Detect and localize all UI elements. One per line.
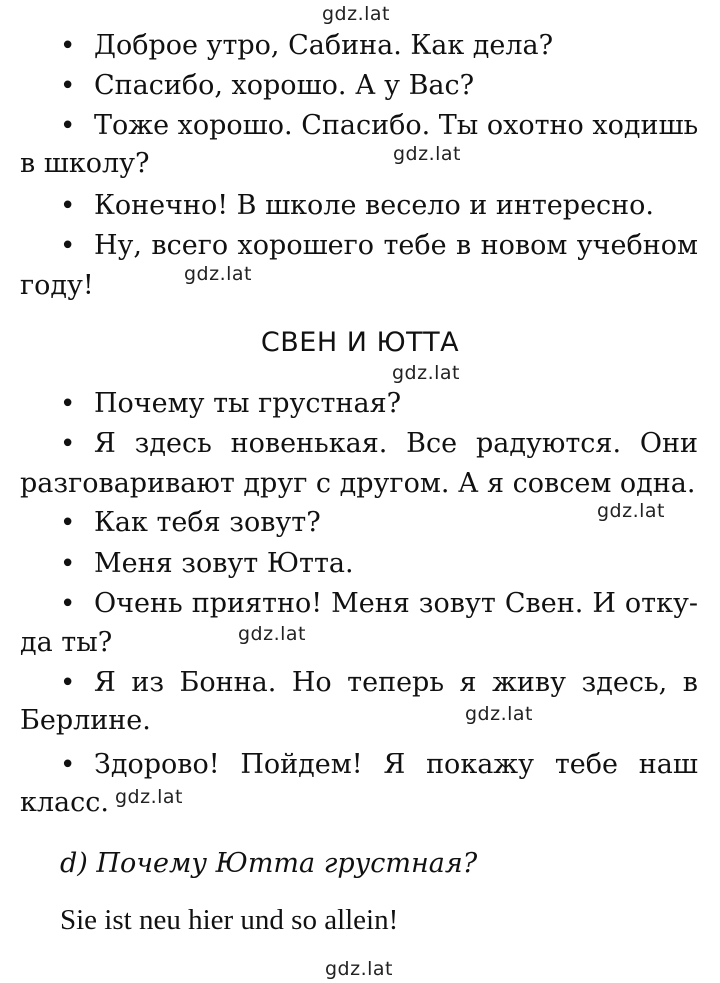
bullet-icon xyxy=(60,70,94,102)
watermark: gdz.lat xyxy=(393,143,462,165)
dialog-line: •Доброе утро, Сабина. Как дела? xyxy=(60,30,698,62)
watermark: gdz.lat xyxy=(392,362,461,384)
bullet-icon xyxy=(60,110,94,142)
dialog-line: •Почему ты грустная? xyxy=(60,388,698,420)
bullet-icon xyxy=(60,548,94,580)
dialog-line: •Очень приятно! Меня зовут Свен. И отку- xyxy=(60,588,698,620)
watermark: gdz.lat xyxy=(184,263,253,285)
bullet-icon xyxy=(60,388,94,420)
bullet-icon xyxy=(60,588,94,620)
dialog-line: •Конечно! В школе весело и интересно. xyxy=(60,190,698,222)
dialog-line: •Я из Бонна. Но теперь я живу здесь, в xyxy=(60,667,698,699)
dialog-line: •Спасибо, хорошо. А у Вас? xyxy=(60,70,698,102)
dialog-line: •Как тебя зовут? xyxy=(60,507,698,539)
bullet-icon xyxy=(60,749,94,781)
dialog-line: •Здорово! Пойдем! Я покажу тебе наш xyxy=(60,749,698,781)
bullet-icon xyxy=(60,428,94,460)
bullet-icon xyxy=(60,230,94,262)
dialog-line: •Я здесь новенькая. Все радуются. Они xyxy=(60,428,698,460)
dialog-line: •Ну, всего хорошего тебе в новом учебном xyxy=(60,230,698,262)
dialog-line-continuation: году! xyxy=(20,270,94,301)
bullet-icon xyxy=(60,667,94,699)
watermark: gdz.lat xyxy=(597,500,666,522)
dialog-line-continuation: класс. xyxy=(20,787,109,818)
dialog-line-continuation: разговаривают друг с другом. А я совсем одна. xyxy=(20,468,696,499)
bullet-icon xyxy=(60,30,94,62)
dialog-line-continuation: да ты? xyxy=(20,627,113,658)
dialog-line-continuation: в школу? xyxy=(20,148,150,179)
dialog-line: •Тоже хорошо. Спасибо. Ты охотно ходишь xyxy=(60,110,698,142)
bullet-icon xyxy=(60,507,94,539)
answer-text: Sie ist neu hier und so allein! xyxy=(60,904,399,936)
bullet-icon xyxy=(60,190,94,222)
dialog-line: •Меня зовут Ютта. xyxy=(60,548,698,580)
watermark: gdz.lat xyxy=(322,3,391,25)
section-title: СВЕН И ЮТТА xyxy=(260,327,460,358)
watermark: gdz.lat xyxy=(238,623,307,645)
watermark: gdz.lat xyxy=(465,703,534,725)
question-text: d) Почему Ютта грустная? xyxy=(60,848,478,879)
dialog-line-continuation: Берлине. xyxy=(20,705,151,736)
watermark: gdz.lat xyxy=(325,958,394,980)
watermark: gdz.lat xyxy=(115,786,184,808)
